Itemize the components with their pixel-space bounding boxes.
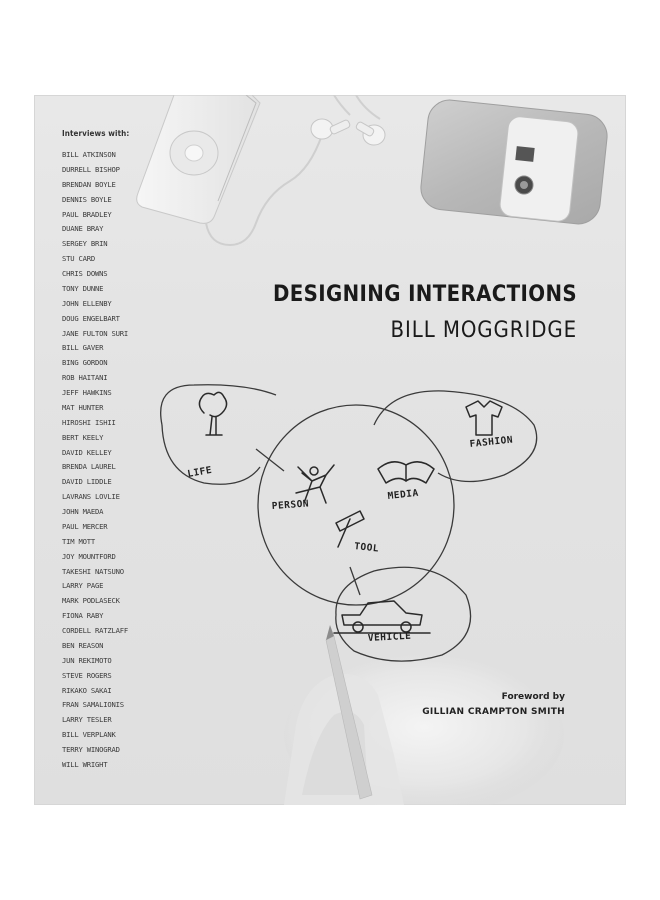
book-title: DESIGNING INTERACTIONS [272, 282, 577, 307]
interviewee-name: LARRY PAGE [62, 581, 104, 591]
interviewee-name: MAT HUNTER [62, 402, 104, 412]
music-player-icon [137, 95, 322, 245]
interviewee-name: WILL WRIGHT [62, 759, 108, 769]
interviewee-name: SERGEY BRIN [62, 239, 108, 249]
interviews-heading: Interviews with: [62, 129, 130, 138]
interviewee-name: RIKAKO SAKAI [62, 685, 112, 695]
life-label: LIFE [186, 464, 214, 480]
interviewee-name: JOHN ELLENBY [62, 298, 112, 308]
interviewee-name: LAVRANS LOVLIE [62, 492, 120, 502]
interviewee-name: ROB HAITANI [62, 373, 108, 383]
interviewee-list [62, 148, 128, 773]
interviewee-name: FIONA RABY [62, 611, 104, 621]
person-icon [296, 465, 334, 503]
interviewee-name: MARK PODLASECK [62, 596, 120, 606]
book-author: BILL MOGGRIDGE [390, 318, 577, 343]
interviewee-name: FRAN SAMALIONIS [62, 700, 124, 710]
interviewee-name: PAUL BRADLEY [62, 209, 112, 219]
book-cover [34, 95, 626, 805]
interviewee-name: JANE FULTON SURI [62, 328, 129, 338]
interviewee-name: BING GORDON [62, 358, 108, 368]
foreword-label: Foreword by [501, 692, 565, 702]
interviewee-name: DOUG ENGELBART [62, 313, 120, 323]
interviewee-name: BILL VERPLANK [62, 730, 116, 740]
interviewee-name: DAVID KELLEY [62, 447, 112, 457]
interviewee-name: BERT KEELY [62, 432, 104, 442]
interviewee-name: BILL GAVER [62, 343, 104, 353]
interviewee-name: TERRY WINOGRAD [62, 745, 120, 754]
foreword-author: GILLIAN CRAMPTON SMITH [422, 707, 565, 717]
interviewee-name: JUN REKIMOTO [62, 655, 112, 665]
interviewee-name: BRENDA LAUREL [62, 462, 116, 472]
interviewee-name: STU CARD [62, 254, 96, 264]
person-label: PERSON [271, 498, 310, 512]
interviewee-name: DUANE BRAY [62, 224, 104, 234]
earbuds-icon [311, 95, 385, 145]
interviewee-name: BEN REASON [62, 640, 104, 650]
mobile-phone-icon [419, 98, 610, 226]
interviewee-name: CHRIS DOWNS [62, 269, 108, 278]
vehicle-circle [336, 567, 471, 661]
interviewee-name: CORDELL RATZLAFF [62, 626, 129, 635]
vehicle-label: VEHICLE [367, 630, 412, 644]
media-label: MEDIA [387, 487, 420, 502]
car-icon [334, 601, 430, 633]
fashion-label: FASHION [469, 434, 514, 450]
interviewee-name: LARRY TESLER [62, 715, 112, 725]
interviewee-name: HIROSHI ISHII [62, 417, 116, 427]
interviewee-name: DURRELL BISHOP [62, 164, 120, 174]
interviewee-name: BRENDAN BOYLE [62, 179, 116, 189]
interviewee-name: STEVE ROGERS [62, 670, 112, 680]
interviewee-name: TONY DUNNE [62, 283, 104, 293]
book-icon [378, 462, 434, 483]
life-circle [161, 385, 276, 425]
interviewee-name: JOY MOUNTFORD [62, 551, 116, 561]
tool-label: TOOL [353, 541, 380, 555]
tree-icon [199, 392, 226, 435]
interviewee-name: JOHN MAEDA [62, 507, 104, 516]
interviewee-name: TAKESHI NATSUNO [62, 566, 124, 576]
interviewee-name: BILL ATKINSON [62, 150, 116, 159]
interviewee-name: PAUL MERCER [62, 521, 108, 531]
interviewee-name: TIM MOTT [62, 536, 96, 546]
interviewee-name: DENNIS BOYLE [62, 194, 112, 204]
interviewee-name: DAVID LIDDLE [62, 477, 112, 487]
shirt-icon [466, 401, 502, 435]
interviewee-name: JEFF HAWKINS [62, 388, 112, 397]
